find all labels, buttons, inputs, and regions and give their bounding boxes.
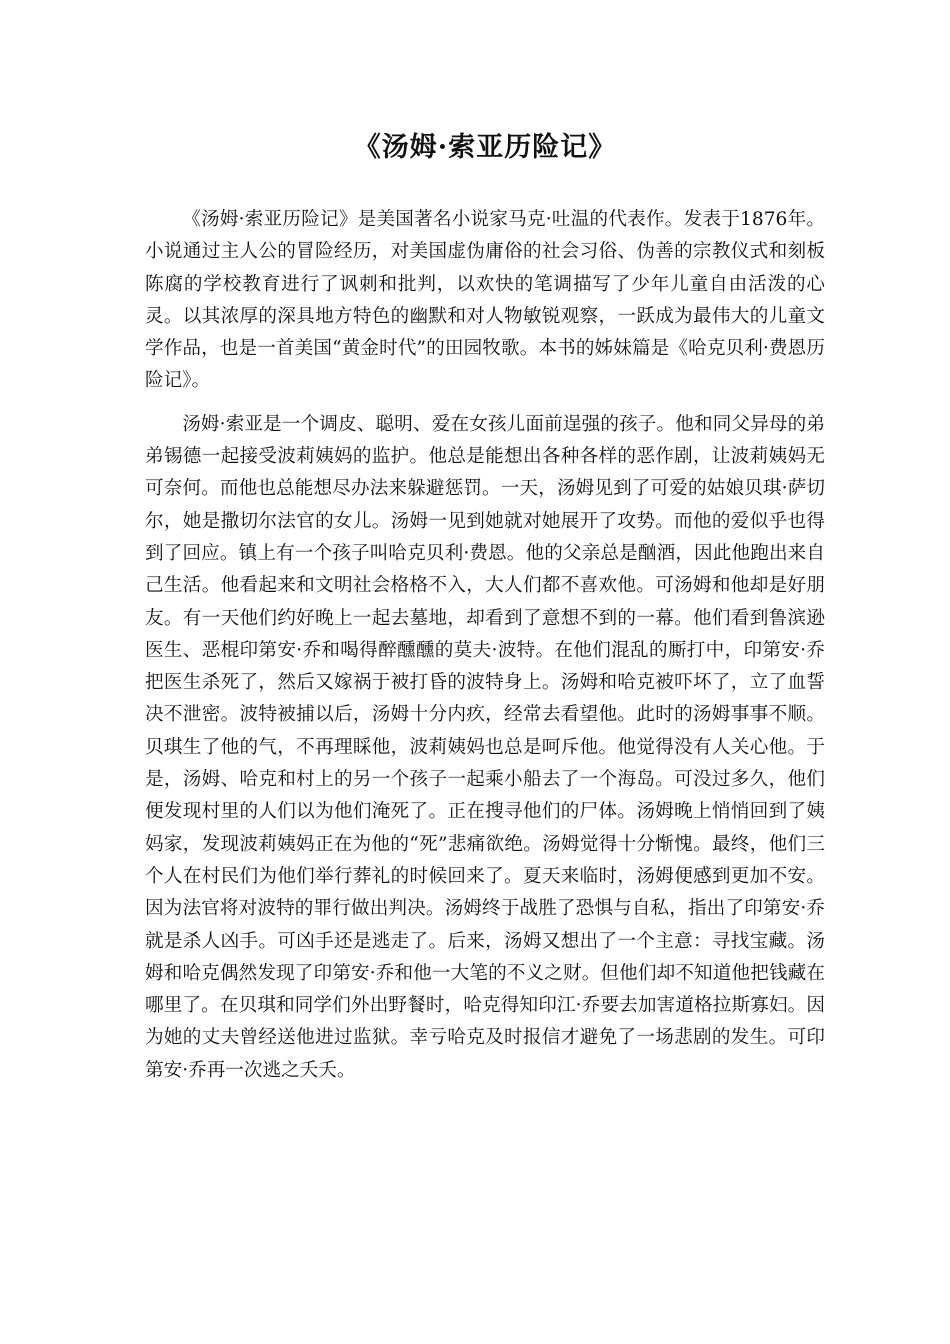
plot-summary-paragraph: 汤姆·索亚是一个调皮、聪明、爱在女孩儿面前逞强的孩子。他和同父异母的弟弟锡德一起接受波莉姨妈的监护。他总是能想出各种各样的恶作剧，让波莉姨妈无可奈何。而他也总能想尽办法来躲避惩罚。一天，汤姆见到了可爱的姑娘贝琪·萨切尔，她是撒切尔法官的女儿。汤姆一见到她就对她展开了攻势。而他的爱似乎也得到了回应。镇上有一个孩子叫哈克贝利·费恩。他的父亲总是酗酒，因此他跑出来自己生活。他看起来和文明社会格格不入，大人们都不喜欢他。可汤姆和他却是好朋友。有一天他们约好晚上一起去墓地，却看到了意想不到的一幕。他们看到鲁滨逊医生、恶棍印第安·乔和喝得醉醺醺的莫夫·波特。在他们混乱的厮打中，印第安·乔把医生杀死了，然后又嫁祸于被打昏的波特身上。汤姆和哈克被吓坏了，立了血誓决不泄密。波特被捕以后，汤姆十分内疚，经常去看望他。此时的汤姆事事不顺。贝琪生了他的气，不再理睬他，波莉姨妈也总是呵斥他。他觉得没有人关心他。于是，汤姆、哈克和村上的另一个孩子一起乘小船去了一个海岛。可没过多久，他们便发现村里的人们以为他们淹死了。正在搜寻他们的尸体。汤姆晚上悄悄回到了姨妈家，发现波莉姨妈正在为他的“死”悲痛欲绝。汤姆觉得十分惭愧。最终，他们三个人在村民们为他们举行葬礼的时候回来了。夏天来临时，汤姆便感到更加不安。因为法官将对波特的罪行做出判决。汤姆终于战胜了恐惧与自私，指出了印第安·乔就是杀人凶手。可凶手还是逃走了。后来，汤姆又想出了一个主意：寻找宝藏。汤姆和哈克偶然发现了印第安·乔和他一大笔的不义之财。但他们却不知道他把钱藏在哪里了。在贝琪和同学们外出野餐时，哈克得知印江·乔要去加害道格拉斯寡妇。因为她的丈夫曾经送他进过监狱。幸亏哈克及时报信才避免了一场悲剧的发生。可印第安·乔再一次逃之夭夭。 bbox=[145, 413, 825, 1081]
document-title: 《汤姆·索亚历险记》 bbox=[353, 132, 617, 163]
intro-paragraph: 《汤姆·索亚历险记》是美国著名小说家马克·吐温的代表作。发表于1876年。小说通过主人公的冒险经历，对美国虚伪庸俗的社会习俗、伪善的宗教仪式和刻板陈腐的学校教育进行了讽刺和批判，以欢快的笔调描写了少年儿童自由活泼的心灵。以其浓厚的深具地方特色的幽默和对人物敏锐观察，一跃成为最伟大的儿童文学作品，也是一首美国“黄金时代”的田园牧歌。本书的姊妹篇是《哈克贝利·费恩历险记》。 bbox=[145, 209, 825, 392]
document-page bbox=[145, 128, 825, 1087]
